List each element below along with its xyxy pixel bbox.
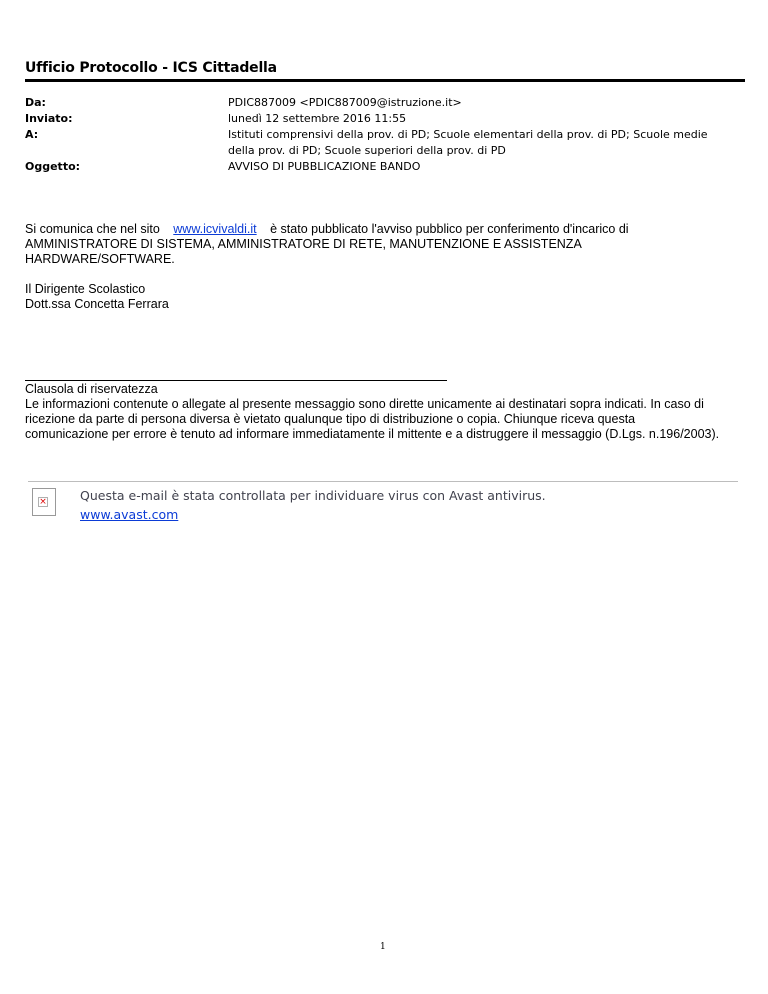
intro-before-link: Si comunica che nel sito [25, 222, 160, 236]
site-link[interactable]: www.icvivaldi.it [173, 222, 257, 236]
avast-notice [80, 486, 546, 524]
sent-label: Inviato: [25, 112, 73, 125]
title-divider [25, 79, 745, 82]
sent-value: lunedì 12 settembre 2016 11:55 [228, 112, 407, 125]
subject-value: AVVISO DI PUBBLICAZIONE BANDO [228, 160, 421, 173]
intro-line2: AMMINISTRATORE DI SISTEMA, AMMINISTRATORE DI RETE, MANUTENZIONE E ASSISTENZA [25, 237, 582, 251]
disclaimer-line1: Le informazioni contenute o allegate al presente messaggio sono dirette unicamente ai destinatari sopra indicati. In caso di [25, 397, 704, 411]
signature-role: Il Dirigente Scolastico [25, 282, 146, 296]
from-value: PDIC887009 <PDIC887009@istruzione.it> [228, 96, 462, 109]
page-number: 1 [380, 942, 386, 952]
intro-line3: HARDWARE/SOFTWARE. [25, 252, 175, 266]
subject-label: Oggetto: [25, 160, 81, 173]
to-label: A: [25, 128, 39, 141]
to-value-line2: della prov. di PD; Scuole superiori della prov. di PD [228, 144, 506, 157]
disclaimer-divider [25, 380, 447, 381]
intro-line1 [25, 222, 629, 237]
avast-link[interactable]: www.avast.com [80, 507, 179, 522]
page-title: Ufficio Protocollo - ICS Cittadella [25, 60, 277, 76]
disclaimer-title: Clausola di riservatezza [25, 382, 158, 396]
disclaimer-line2: ricezione da parte di persona diversa è vietato qualunque tipo di distribuzione o copia. Chiunque riceva questa [25, 412, 636, 426]
from-label: Da: [25, 96, 46, 109]
avast-divider [28, 481, 738, 482]
disclaimer-line3: comunicazione per errore è tenuto ad informare immediatamente il mittente e a distruggere il messaggio (D.Lgs. n.196/2003). [25, 427, 720, 441]
intro-after-link: è stato pubblicato l'avviso pubblico per conferimento d'incarico di [270, 222, 629, 236]
red-x-icon: × [39, 497, 47, 507]
signature-name: Dott.ssa Concetta Ferrara [25, 297, 169, 311]
broken-image-icon[interactable] [32, 488, 56, 516]
to-value-line1: Istituti comprensivi della prov. di PD; Scuole elementari della prov. di PD; Scuole medie [228, 128, 708, 141]
avast-message: Questa e-mail è stata controllata per individuare virus con Avast antivirus. [80, 488, 546, 503]
